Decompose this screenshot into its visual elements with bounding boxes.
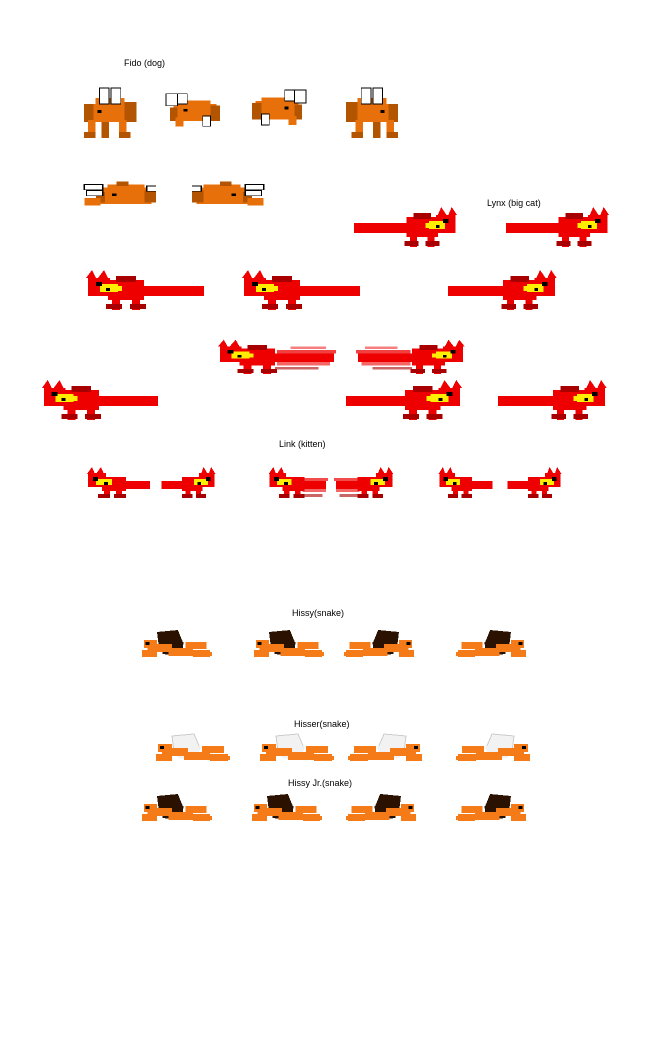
sprite-hissyjr-frame-2 <box>250 792 322 830</box>
sprite-fido-frame-6 <box>192 180 266 222</box>
sprite-link-frame-4 <box>334 466 396 500</box>
sprite-hissy-frame-2 <box>252 628 324 666</box>
sprite-lynx-frame-2 <box>504 205 616 247</box>
sprite-fido-frame-5 <box>82 180 156 222</box>
sprite-fido-frame-2 <box>164 92 226 140</box>
sprite-lynx-frame-7 <box>356 338 472 374</box>
creature-label-hisser: Hisser(snake) <box>294 719 350 729</box>
sprite-lynx-frame-4 <box>234 268 362 310</box>
sprite-fido-frame-3 <box>246 88 308 140</box>
sprite-lynx-frame-9 <box>344 378 470 420</box>
sprite-link-frame-2 <box>160 466 218 500</box>
sprite-hisser-frame-3 <box>348 732 424 770</box>
creature-label-link: Link (kitten) <box>279 439 326 449</box>
sprite-hissy-frame-4 <box>456 628 528 666</box>
sprite-hissy-frame-3 <box>344 628 416 666</box>
sprite-link-frame-6 <box>506 466 564 500</box>
sprite-lynx-frame-10 <box>496 378 614 420</box>
sprite-lynx-frame-5 <box>446 268 564 310</box>
sprite-hissyjr-frame-4 <box>456 792 528 830</box>
sprite-hisser-frame-2 <box>258 732 334 770</box>
creature-label-hissy_jr: Hissy Jr.(snake) <box>288 778 353 788</box>
sprite-lynx-frame-6 <box>210 338 336 374</box>
sprite-link-frame-1 <box>84 466 152 500</box>
creature-label-hissy: Hissy(snake) <box>292 608 345 618</box>
sprite-hissyjr-frame-1 <box>140 792 212 830</box>
sprite-hisser-frame-1 <box>154 732 230 770</box>
creature-label-fido: Fido (dog) <box>124 58 166 68</box>
sprite-fido-frame-4 <box>338 86 400 142</box>
sprite-lynx-frame-8 <box>34 378 160 420</box>
creature-label-lynx: Lynx (big cat) <box>487 198 541 208</box>
sprite-fido-frame-1 <box>82 86 144 142</box>
sprite-link-frame-5 <box>436 466 494 500</box>
sprite-link-frame-3 <box>266 466 328 500</box>
sprite-lynx-frame-1 <box>352 205 464 247</box>
sprite-hisser-frame-4 <box>456 732 532 770</box>
sprite-hissy-frame-1 <box>140 628 212 666</box>
sprite-lynx-frame-3 <box>78 268 206 310</box>
sprite-hissyjr-frame-3 <box>346 792 418 830</box>
